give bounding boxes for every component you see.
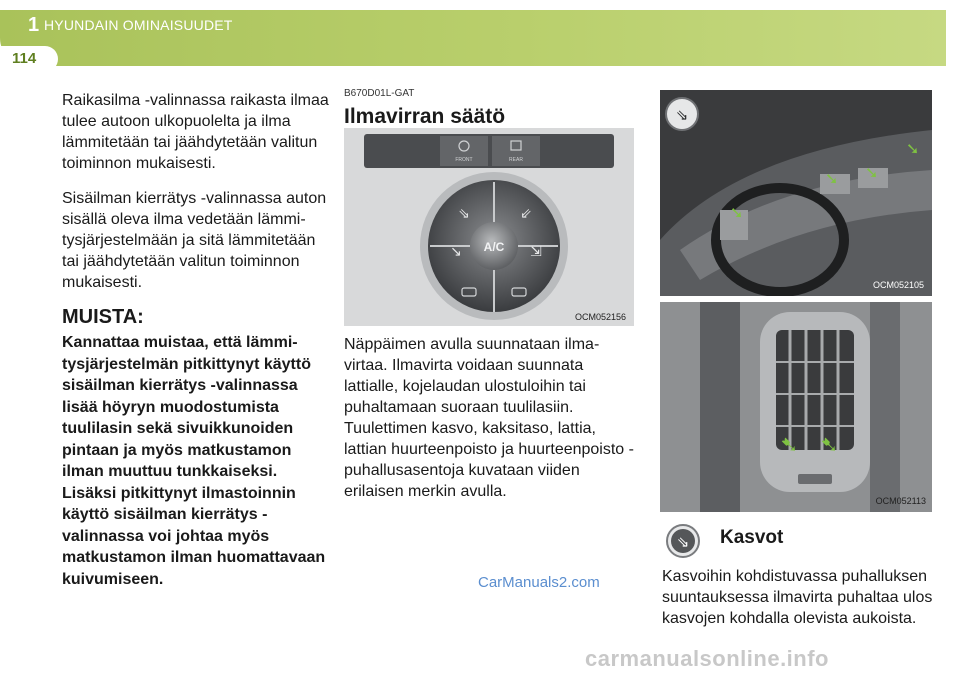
- left-column: [62, 90, 334, 590]
- outlet-figure-code: OCM052113: [875, 496, 926, 506]
- airflow-control-illustration: [344, 128, 634, 326]
- footer-watermark: carmanualsonline.info: [585, 646, 829, 671]
- airflow-control-figure: [344, 128, 634, 326]
- rear-label: REAR: [509, 157, 523, 163]
- chapter-title: HYUNDAIN OMINAISUUDET: [44, 17, 233, 33]
- note-title: MUISTA:: [62, 306, 144, 328]
- airflow-arrow-icon-4: ➘: [906, 141, 920, 158]
- section-title: Ilmavirran säätö: [344, 105, 506, 128]
- outlet-airflow-icon: ➷: [780, 432, 799, 457]
- dashboard-illustration: [660, 90, 932, 296]
- chapter-number: 1: [28, 14, 40, 36]
- svg-text:⇘: ⇘: [676, 534, 690, 551]
- kasvot-heading: [664, 524, 934, 558]
- airflow-arrow-icon-2: ➘: [825, 171, 839, 188]
- outlet-illustration: [660, 302, 932, 512]
- note-body: Kannattaa muistaa, että lämmitysjärjestelmän pitkittynyt käyttö sisäilman kierrätys -valinnassa lisää höyryn muodostumista tuulilasin sekä sivuikkunoiden pintaan ja myös matkustamon ilman muuttuu tunkkaiseksi. Lisäksi pitkittynyt ilmastoinnin käyttö sisäilman kierrätys -valinnassa voi johtaa myös matkustamon ilman huomattavaan kuivumiseen.: [62, 334, 326, 588]
- fresh-air-paragraph: Raikasilma -valinnassa raikasta ilmaa tulee autoon ulkopuolelta ja ilma lämmitetään tai jäähdytetään valitun toiminnon mukaisesti.: [62, 92, 329, 172]
- carmanuals-watermark: CarManuals2.com: [478, 574, 600, 591]
- vent-thumbwheel-icon: [798, 474, 832, 484]
- kasvot-body: Kasvoihin kohdistuvassa puhalluksen suuntauksessa ilmavirta puhaltaa ulos kasvojen kohdalla olevista aukoista.: [662, 568, 933, 627]
- recirculation-paragraph: Sisäilman kierrätys -valinnassa auton sisällä oleva ilma vedetään lämmitysjärjestelmään ja sitä lämmitetään tai jäähdytetään valitun toiminnon mukaisesti.: [62, 190, 327, 291]
- ac-label: A/C: [483, 240, 505, 254]
- face-mode-icon: [664, 524, 704, 558]
- airflow-arrow-icon-3: ➘: [865, 165, 879, 182]
- front-label: FRONT: [455, 157, 473, 163]
- airflow-body-text: Näppäimen avulla suunnataan ilmavirtaa. Ilmavirta voidaan suunnata lattialle, kojelaudan ulostuloihin tai puhaltamaan suoraan tuulilasiin. Tuulettimen kasvo, kaksitaso, lattia, lattian huurteenpoisto ja huurteenpoisto -puhallusasentoja kuvataan viiden erilaisen merkin avulla.: [344, 336, 634, 500]
- floor-defrost-mode-icon: ⇲: [530, 243, 542, 259]
- section-code: B670D01L-GAT: [344, 88, 415, 99]
- page-number: 114: [0, 46, 58, 72]
- airflow-arrow-icon: ➘: [730, 205, 744, 222]
- figure-code: OCM052156: [574, 312, 626, 322]
- svg-text:⇘: ⇘: [675, 107, 689, 124]
- outlet-airflow-icon-2: ➷: [820, 432, 839, 457]
- dashboard-vents-figure: [660, 90, 932, 296]
- face-mode-icon: ⇘: [458, 205, 470, 221]
- bilevel-mode-icon: ⇙: [520, 205, 532, 221]
- floor-mode-icon: ↘: [450, 243, 462, 259]
- kasvot-title: Kasvot: [720, 527, 784, 548]
- side-outlet-figure: [660, 302, 932, 512]
- vents-figure-code: OCM052105: [872, 280, 924, 290]
- middle-column-heading: [344, 88, 636, 129]
